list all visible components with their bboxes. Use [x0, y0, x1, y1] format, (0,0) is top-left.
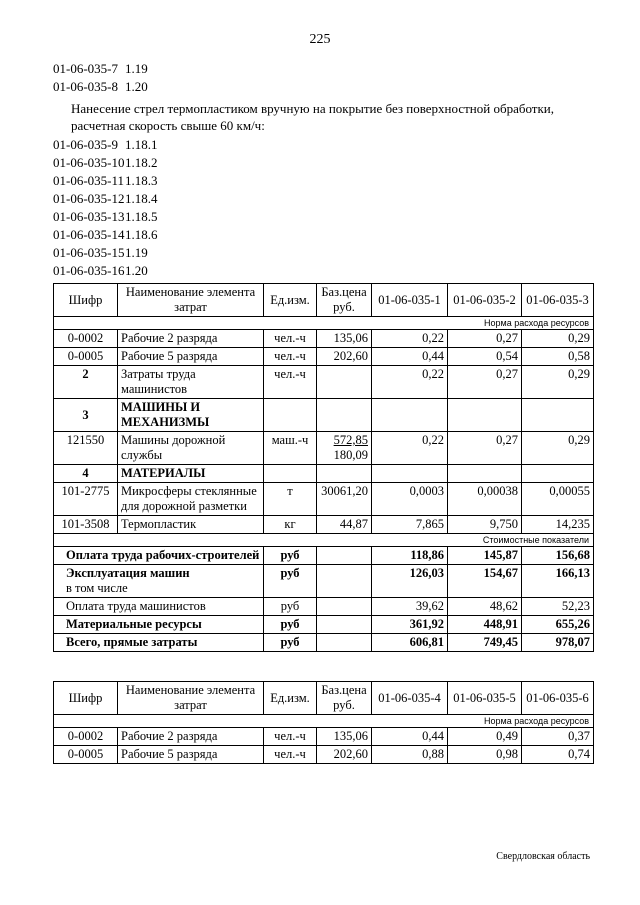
header-cell: Ед.изм. [264, 284, 317, 317]
cell-price: 44,87 [317, 516, 372, 534]
cost-value: 52,23 [522, 598, 594, 616]
header-cell: Шифр [54, 682, 118, 715]
code-ref: 1.19 [125, 61, 148, 76]
cell-price: 135,06 [317, 728, 372, 746]
cell-value: 7,865 [372, 516, 448, 534]
cost-value: 39,62 [372, 598, 448, 616]
cost-unit: руб [264, 565, 317, 598]
cell-value [448, 465, 522, 483]
cell-value: 0,98 [448, 746, 522, 764]
norm-label: Норма расхода ресурсов [54, 715, 594, 728]
cell-code: 101-3508 [54, 516, 118, 534]
cell-name: Рабочие 2 разряда [118, 728, 264, 746]
cell-price [317, 547, 372, 565]
cost-name: Всего, прямые затраты [54, 634, 264, 652]
code-ref: 1.18.4 [125, 191, 158, 206]
code-row [53, 154, 591, 172]
header-cell: Наименование элемента затрат [118, 284, 264, 317]
cost-row [54, 547, 594, 565]
cell-code: 4 [54, 465, 118, 483]
cost-unit: руб [264, 634, 317, 652]
cost-value: 448,91 [448, 616, 522, 634]
cost-value: 749,45 [448, 634, 522, 652]
cell-price [317, 598, 372, 616]
cell-value: 0,37 [522, 728, 594, 746]
cell-code: 2 [54, 366, 118, 399]
cell-name: Рабочие 5 разряда [118, 348, 264, 366]
footer-region: Свердловская область [496, 851, 590, 862]
cell-unit: чел.-ч [264, 366, 317, 399]
price-secondary: 180,09 [333, 448, 368, 462]
cost-value: 156,68 [522, 547, 594, 565]
cost-row [54, 565, 594, 598]
norm-label: Норма расхода ресурсов [54, 317, 594, 330]
cell-value: 0,54 [448, 348, 522, 366]
cell-unit: чел.-ч [264, 330, 317, 348]
cell-code: 0-0002 [54, 330, 118, 348]
cell-unit: чел.-ч [264, 728, 317, 746]
cell-unit: маш.-ч [264, 432, 317, 465]
code: 01-06-035-7 [53, 61, 118, 76]
header-cell: 01-06-035-2 [448, 284, 522, 317]
cell-value [522, 465, 594, 483]
cell-price [317, 366, 372, 399]
code-row [53, 60, 591, 78]
cell-price [317, 565, 372, 598]
cost-value: 166,13 [522, 565, 594, 598]
cost-name [54, 565, 264, 598]
cell-price [317, 399, 372, 432]
cell-price: 202,60 [317, 348, 372, 366]
code-row [53, 244, 591, 262]
page-number: 225 [309, 32, 331, 47]
cell-value: 14,235 [522, 516, 594, 534]
cell-value [448, 399, 522, 432]
cell-code: 3 [54, 399, 118, 432]
code: 01-06-035-8 [53, 79, 118, 94]
cell-code: 0-0005 [54, 348, 118, 366]
cell-unit: т [264, 483, 317, 516]
header-cell: Ед.изм. [264, 682, 317, 715]
resource-table-2 [53, 681, 594, 764]
code-row [53, 262, 591, 280]
code-ref: 1.19 [125, 245, 148, 260]
price-primary: 572,85 [333, 433, 368, 447]
cell-name: Машины дорожной службы [118, 432, 264, 465]
table-row [54, 516, 594, 534]
cell-value: 0,27 [448, 330, 522, 348]
header-cell: 01-06-035-3 [522, 284, 594, 317]
cost-name-main: Эксплуатация машин [66, 566, 190, 580]
cell-code: 121550 [54, 432, 118, 465]
cell-price: 202,60 [317, 746, 372, 764]
cell-unit: кг [264, 516, 317, 534]
section-title: МАШИНЫ И МЕХАНИЗМЫ [118, 399, 264, 432]
cell-value: 0,74 [522, 746, 594, 764]
cell-name: Рабочие 5 разряда [118, 746, 264, 764]
cell-value: 0,27 [448, 432, 522, 465]
header-cell: 01-06-035-6 [522, 682, 594, 715]
cell-value: 0,27 [448, 366, 522, 399]
cost-unit: руб [264, 598, 317, 616]
resource-table-1 [53, 283, 594, 652]
header-cell: 01-06-035-5 [448, 682, 522, 715]
code-ref: 1.18.6 [125, 227, 158, 242]
cost-row [54, 598, 594, 616]
cost-value: 145,87 [448, 547, 522, 565]
code: 01-06-035-12 [53, 191, 125, 206]
table-header [54, 284, 594, 317]
norm-label-row [54, 317, 594, 330]
cell-code: 0-0005 [54, 746, 118, 764]
cell-value: 0,29 [522, 432, 594, 465]
code: 01-06-035-16 [53, 263, 125, 278]
table-row [54, 483, 594, 516]
cell-price [317, 616, 372, 634]
code: 01-06-035-10 [53, 155, 125, 170]
header-cell: Наименование элемента затрат [118, 682, 264, 715]
header-cell: Баз.цена руб. [317, 284, 372, 317]
cost-unit: руб [264, 547, 317, 565]
cell-name: Рабочие 2 разряда [118, 330, 264, 348]
table-row [54, 366, 594, 399]
cell-value: 0,29 [522, 330, 594, 348]
cell-value: 0,22 [372, 330, 448, 348]
cell-price: 135,06 [317, 330, 372, 348]
cost-row [54, 634, 594, 652]
code-ref: 1.18.3 [125, 173, 158, 188]
cost-value: 48,62 [448, 598, 522, 616]
cell-value [372, 399, 448, 432]
cell-name: Затраты труда машинистов [118, 366, 264, 399]
cost-name-sub: в том числе [66, 581, 128, 595]
code-row [53, 136, 591, 154]
cell-value [372, 465, 448, 483]
code-row [53, 172, 591, 190]
code-ref: 1.18.2 [125, 155, 158, 170]
cell-value: 0,44 [372, 728, 448, 746]
code-ref: 1.18.5 [125, 209, 158, 224]
code: 01-06-035-15 [53, 245, 125, 260]
cost-name: Оплата труда рабочих-строителей [54, 547, 264, 565]
table-row [54, 746, 594, 764]
table-row [54, 465, 594, 483]
cell-code: 101-2775 [54, 483, 118, 516]
cost-row [54, 616, 594, 634]
cell-unit: чел.-ч [264, 348, 317, 366]
cell-unit [264, 399, 317, 432]
cell-value: 0,22 [372, 432, 448, 465]
cell-value: 9,750 [448, 516, 522, 534]
cell-price: 30061,20 [317, 483, 372, 516]
code: 01-06-035-9 [53, 137, 118, 152]
cell-value: 0,00038 [448, 483, 522, 516]
table-row [54, 330, 594, 348]
code-row [53, 208, 591, 226]
cell-price [317, 432, 372, 465]
cell-value [522, 399, 594, 432]
cell-value: 0,29 [522, 366, 594, 399]
table-row [54, 432, 594, 465]
code-row [53, 190, 591, 208]
code-ref: 1.20 [125, 263, 148, 278]
code-row [53, 78, 591, 96]
header-cell: Шифр [54, 284, 118, 317]
work-description: Нанесение стрел термопластиком вручную на покрытие без поверхностной обработки, расчетная скорость свыше 60 км/ч: [71, 101, 554, 133]
cost-value: 154,67 [448, 565, 522, 598]
code: 01-06-035-11 [53, 173, 125, 188]
cost-value: 606,81 [372, 634, 448, 652]
code-ref: 1.18.1 [125, 137, 158, 152]
cost-name: Материальные ресурсы [54, 616, 264, 634]
cell-value: 0,44 [372, 348, 448, 366]
cell-value: 0,49 [448, 728, 522, 746]
header-cell: Баз.цена руб. [317, 682, 372, 715]
code: 01-06-035-13 [53, 209, 125, 224]
cell-value: 0,58 [522, 348, 594, 366]
cell-code: 0-0002 [54, 728, 118, 746]
code-row [53, 226, 591, 244]
cell-price [317, 634, 372, 652]
cost-unit: руб [264, 616, 317, 634]
cost-label-row [54, 534, 594, 547]
cost-label: Стоимостные показатели [54, 534, 594, 547]
cell-value: 0,00055 [522, 483, 594, 516]
section-title: МАТЕРИАЛЫ [118, 465, 264, 483]
code-ref: 1.20 [125, 79, 148, 94]
cell-unit [264, 465, 317, 483]
cost-value: 978,07 [522, 634, 594, 652]
cost-value: 361,92 [372, 616, 448, 634]
cell-name: Микросферы стеклянные для дорожной разметки [118, 483, 264, 516]
cell-unit: чел.-ч [264, 746, 317, 764]
table-header [54, 682, 594, 715]
cost-value: 126,03 [372, 565, 448, 598]
cell-value: 0,22 [372, 366, 448, 399]
cost-value: 655,26 [522, 616, 594, 634]
header-cell: 01-06-035-4 [372, 682, 448, 715]
cost-value: 118,86 [372, 547, 448, 565]
table-row [54, 728, 594, 746]
cost-name: Оплата труда машинистов [54, 598, 264, 616]
code: 01-06-035-14 [53, 227, 125, 242]
code-list [53, 60, 591, 280]
header-cell: 01-06-035-1 [372, 284, 448, 317]
cell-value: 0,88 [372, 746, 448, 764]
table-row [54, 399, 594, 432]
table-row [54, 348, 594, 366]
cell-value: 0,0003 [372, 483, 448, 516]
cell-name: Термопластик [118, 516, 264, 534]
norm-label-row [54, 715, 594, 728]
cell-price [317, 465, 372, 483]
